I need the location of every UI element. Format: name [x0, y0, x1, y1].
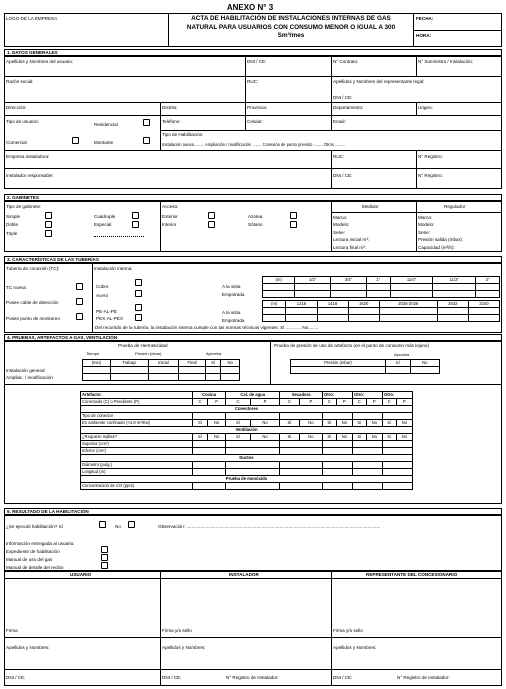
pexalpex-label: PEX-AL-PEX [96, 316, 124, 321]
pealpe-checkbox[interactable] [135, 304, 142, 311]
habilitation-type-options[interactable]: Instalación nueva ........ Ampliación / modificación ........ Conexión de punto previsto ........ Otros ......... [162, 142, 346, 147]
installer-signature-header: INSTALADOR [229, 572, 259, 577]
time-field[interactable]: HORA: [416, 33, 432, 38]
installer-sign-dni-field[interactable]: DNI / CE: [162, 675, 182, 680]
legal-rep-field[interactable]: Apellidos y Nombres del representante legal: [333, 79, 425, 84]
observation-field[interactable]: Observación: ........................................................................................................................................................ [158, 524, 381, 529]
visible-label-2: A la vista [222, 310, 241, 315]
section-5-title: 5. RESULTADO DE LA HABILITACIÓN [4, 508, 502, 515]
visible-label-1: A la vista [222, 284, 241, 289]
section-4-title: 4. PRUEBAS, ARTEFACTOS A GAS, VENTILACIÓN [4, 334, 502, 341]
user-dni-field[interactable]: DNI / CE: [247, 59, 267, 64]
quadruple-checkbox[interactable] [132, 212, 139, 219]
detection-cable-checkbox[interactable] [76, 298, 83, 305]
concessionaire-signature-header: REPRESENTANTE DEL CONCESIONARIO [366, 572, 458, 577]
phone-field[interactable]: Teléfono: [162, 119, 181, 124]
exterior-checkbox[interactable] [208, 212, 215, 219]
responsible-dni-field[interactable]: DNI / CE: [333, 173, 353, 178]
double-label: Doble [6, 222, 19, 227]
user-signature-header: USUARIO [70, 572, 92, 577]
user-sign-name-field[interactable]: Apellidos y Nombres: [6, 645, 50, 650]
triple-label: Triple [6, 231, 18, 236]
legal-rep-dni-field[interactable]: DNI / CE: [333, 95, 353, 100]
triple-checkbox[interactable] [45, 230, 52, 237]
ruc-field[interactable]: RUC: [247, 79, 259, 84]
detection-cable-label: Posee cable de detección [6, 300, 59, 305]
basement-checkbox[interactable] [290, 221, 297, 228]
steel-checkbox[interactable] [135, 290, 142, 297]
info-delivered-label: Información entregada al usuario: [6, 541, 75, 546]
installer-sign-name-field[interactable]: Apellidos y Nombres: [162, 645, 206, 650]
commercial-checkbox[interactable] [72, 137, 79, 144]
concessionaire-signature-field[interactable]: Firma y/o sello [333, 628, 363, 633]
monitoring-point-checkbox[interactable] [76, 313, 83, 320]
expansion-label: Ampliac. / modificación [6, 375, 53, 380]
new-tc-checkbox[interactable] [76, 283, 83, 290]
internal-installation-label: Instalación interna: [94, 266, 133, 271]
user-name-field[interactable]: Apellidos y Nombres del usuario: [6, 59, 74, 64]
regulator-fields[interactable]: Marca: Modelo: Serie: Presión salida (mbar): Capacidad (m³/h): [418, 215, 463, 250]
urigeo-field[interactable]: Urigeo: [418, 105, 433, 110]
responsible-installer-field[interactable]: Instalador responsable: [6, 173, 54, 178]
pealpe-label: PE-AL-PE [96, 309, 117, 314]
exterior-label: Exterior [162, 214, 178, 219]
quadruple-label: Cuádruple [94, 214, 116, 219]
user-signature-field[interactable]: Firma [6, 628, 18, 633]
tightness-test-title: Prueba de Hermeticidad [118, 343, 168, 348]
norm-compliance-field[interactable]: Del recorrido de la tubería, la instalación interna cumple con las normas técnicas vigentes: Sí ............ No........ [95, 325, 319, 330]
copper-checkbox[interactable] [135, 279, 142, 286]
address-field[interactable]: Dirección: [6, 105, 27, 110]
installer-company-field[interactable]: Empresa instaladora: [6, 154, 50, 159]
embedded-label-1: Empotrada [222, 292, 245, 297]
connection-pipe-label: Tubería de conexión (TC): [6, 266, 60, 271]
use-pressure-test-title: Prueba de presión de uso de artefacto (en el punto de consumo más lejano) [274, 343, 430, 348]
form-title: ACTA DE HABILITACIÓN DE INSTALACIONES INTERNAS DE GAS NATURAL PARA USUARIOS CON CONSUMO MENOR O IGUAL A 300 Sm³/mes [186, 15, 396, 40]
installer-ruc-field[interactable]: RUC: [333, 154, 345, 159]
section-2-title: 2. GABINETES [4, 194, 502, 201]
rooftop-label: Azotea [248, 214, 263, 219]
simple-label: Simple [6, 214, 21, 219]
date-field[interactable]: FECHA: [416, 16, 434, 21]
pexalpex-checkbox[interactable] [135, 314, 142, 321]
regulator-header: Regulador [444, 204, 466, 209]
residential-label: Residencial [94, 122, 118, 127]
section-3-title: 3. CARACTERÍSTICAS DE LAS TUBERÍAS [4, 256, 502, 263]
pex-pipe-sizes-table: (m) 1216 1418 1620 2025-2026 2532 3240 [262, 300, 500, 322]
district-field[interactable]: Distrito: [162, 105, 178, 110]
section-1-title: 1. DATOS GENERALES [4, 49, 502, 56]
bill-manual-label: Manual de detalle del recibo [6, 565, 64, 570]
mobile-field[interactable]: Celular: [247, 119, 263, 124]
supply-field[interactable]: N° Suministro / Instalación: [418, 59, 474, 64]
installer-sign-registry-field[interactable]: N° Registro de Instalador: [226, 675, 279, 680]
concessionaire-sign-registry-field[interactable]: N° Registro de Instalador: [397, 675, 450, 680]
cabinet-type-label: Tipo de gabinete: [6, 204, 42, 209]
interior-label: Interior [162, 222, 177, 227]
basement-label: Sótano [248, 222, 263, 227]
user-type-label: Tipo de usuario: [6, 119, 39, 124]
use-pressure-table: Presión (mbar) Sí No [290, 359, 440, 374]
commercial-label: Comercial [6, 140, 27, 145]
email-field[interactable]: Email: [333, 119, 346, 124]
executed-no-checkbox[interactable] [128, 521, 135, 528]
residential-checkbox[interactable] [143, 119, 150, 126]
meter-header: Medidor [362, 204, 379, 209]
steel-pipe-sizes-table: (m) 1/2" 3/4" 1" 11/4" 11/2" 2" [262, 276, 500, 298]
installer-signature-field[interactable]: Firma y/o sello [162, 628, 192, 633]
access-label: Acceso: [162, 204, 179, 209]
bill-manual-checkbox[interactable] [101, 562, 108, 569]
simple-checkbox[interactable] [45, 212, 52, 219]
montante-checkbox[interactable] [143, 137, 150, 144]
file-label: Expediente de habilitación [6, 549, 60, 554]
new-tc-label: TC nueva [6, 285, 26, 290]
gas-manual-checkbox[interactable] [101, 554, 108, 561]
interior-checkbox[interactable] [208, 221, 215, 228]
rooftop-checkbox[interactable] [290, 212, 297, 219]
montante-label: Montante [94, 140, 114, 145]
embedded-label-2: Empotrada [222, 318, 245, 323]
special-checkbox[interactable] [132, 221, 139, 228]
installer-registry-field[interactable]: N° Registro: [418, 154, 443, 159]
executed-no-label: No [115, 524, 121, 529]
habilitation-executed-label: ¿Se ejecutó habilitación? Sí [6, 524, 63, 529]
contract-field[interactable]: N° Contrato: [333, 59, 359, 64]
concessionaire-sign-dni-field[interactable]: DNI / CE: [333, 675, 353, 680]
executed-yes-checkbox[interactable] [99, 521, 106, 528]
appliances-table: Artefacto: Cocina Cal. de agua Secadora Otro: Otro: Otro: Conectado (C) o Pendiente (P) C P C P C P C P C P C P Conectores Tipo de conector En ambiente confinado (<4.8 m³/Kw) Sí No Sí No Sí No Sí No Sí No Sí No Ventilación ¿Requiere rejillas? Sí No Sí No Sí No Sí No Sí No Sí No Superior (cm²) Inferior (cm²) Ductos Diámetro (pulg.) Longitud (m) Prueba de monóxido Concentración de CO (ppm) [80, 391, 413, 490]
special-detail-line[interactable] [94, 236, 144, 237]
copper-label: Cobre [96, 284, 109, 289]
steel-label: Acero [96, 293, 109, 298]
general-installation-label: Instalación general [6, 368, 45, 373]
gas-manual-label: Manual de uso del gas [6, 557, 53, 562]
double-checkbox[interactable] [45, 221, 52, 228]
concessionaire-sign-name-field[interactable]: Apellidos y Nombres: [333, 645, 377, 650]
habilitation-type-label: Tipo de Habilitación: [162, 132, 204, 137]
annex-title: ANEXO N° 3 [226, 3, 274, 12]
special-label: Especial [94, 222, 112, 227]
company-logo-placeholder: LOGO DE LA EMPRESA [6, 16, 58, 21]
user-sign-dni-field[interactable]: DNI / CE: [6, 675, 26, 680]
business-name-field[interactable]: Razón social: [6, 79, 34, 84]
tightness-test-table: (min) Trabajo Inicial Final Sí No [82, 359, 240, 381]
meter-fields[interactable]: Marca: Modelo: Serie: Lectura inicial m³: Lectura final m³: [333, 215, 369, 250]
responsible-registry-field[interactable]: N° Registro: [418, 173, 443, 178]
department-field[interactable]: Departamento: [333, 105, 364, 110]
form-page: ANEXO N° 3 LOGO DE LA EMPRESA ACTA DE HABILITACIÓN DE INSTALACIONES INTERNAS DE GAS NATURAL PARA USUARIOS CON CONSUMO MENOR O IGUAL A 300 Sm³/mes FECHA: HORA: 1. DATOS GENERALES Apellidos y Nombres del usuario: DNI / CE: N° Contrato: N° Suministro / Instalación: Razón social: RUC: Apellidos y Nombres del representante legal: DNI / CE: Dirección: Distrito: Provincia: Departamento: Urigeo: Tipo de usuario: Residencial Comercial Montante Teléfono: Celular: Email: Tipo de Habilitación: Instalación nueva ........ Ampliación / modificación ........ Conexión de punto previsto ........ Otros ......... Empresa instaladora: RUC: N° Registro: Instalador responsable: DNI / CE: N° Registro: 2. GABINETES Tipo de gabinete: Simple Doble Triple Cuádruple Especial Acceso: Exterior Interior Azotea Sótano Medidor Regulador Marca: Modelo: Serie: Lectura inicial m³: Lectura final m³: Marca: Modelo: Serie: Presión salida (mbar): Capacidad (m³/h): 3. CARACTERÍSTICAS DE LAS TUBERÍAS Tubería de conexión (TC): Instalación interna: TC nueva Posee cable de detección Posee punto de monitoreo Cobre Acero PE-AL-PE PEX-AL-PEX A la vista Empotrada A la vista Empotrada (m) 1/2" 3/4" 1" 11/4" 11/2" 2" (m) 1216 1418 1620 2025-2026 2532 3240 Del recorrido de la tubería, la instalación interna cumple con las normas técnicas vigentes: Sí ............ No........ 4. PRUEBAS, ARTEFACTOS A GAS, VENTILACIÓN Prueba de Hermeticidad Tiempo Presión (mbar) Aprueba (min) Trabajo Inicial Final Sí No Instalación general Ampliac. / modificación Prueba de presión de uso de artefacto (en el punto de consumo más lejano) Aprueba Presión (mbar) Sí No Artefacto: Cocina Cal. de agua Secadora Otro: Otro: Otro: Conectado (C) o Pendiente (P) C P C P C P C P C P C P Conectores Tipo de conector En ambiente confinado (<4.8 m³/Kw) Sí No Sí No Sí No Sí No Sí No Sí No Ventilación ¿Requiere rejillas? Sí No Sí No Sí No Sí No Sí No Sí No Superior (cm²) Inferior (cm²) Ductos Diámetro (pulg.) Longitud (m) Prueba de monóxido Concentración de CO (ppm) 5. RESULTADO DE LA HABILITACIÓN ¿Se ejecutó habilitación? Sí No Observación: ........................................................................................................................................................ Información entregada al usuario: Expediente de habilitación Manual de uso del gas Manual de detalle del recibo USUARIO INSTALADOR REPRESENTANTE DEL CONCESIONARIO Firma Firma y/o sello Firma y/o sello Apellidos y Nombres: Apellidos y Nombres: Apellidos y Nombres: DNI / CE: DNI / CE: N° Registro de Instalador: DNI / CE: N° Registro de Instalador: [0, 0, 506, 689]
file-checkbox[interactable] [101, 546, 108, 553]
province-field[interactable]: Provincia: [247, 105, 268, 110]
monitoring-point-label: Posee punto de monitoreo [6, 316, 60, 321]
